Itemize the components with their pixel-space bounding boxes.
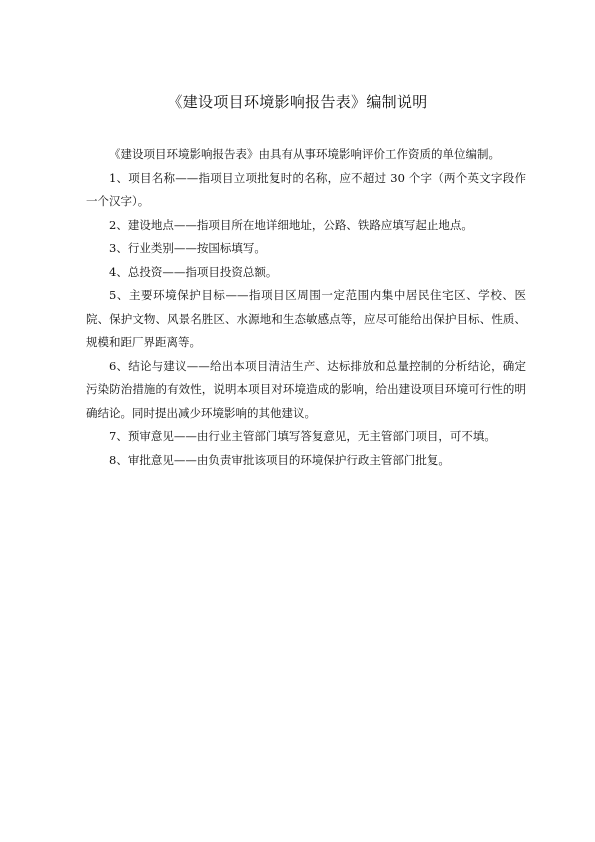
item-protection-targets: 5、主要环境保护目标——指项目区周围一定范围内集中居民住宅区、学校、医院、保护文物、风景名胜区、水源地和生态敏感点等，应尽可能给出保护目标、性质、规模和距厂界距离等。 (86, 288, 526, 349)
intro-paragraph: 《建设项目环境影响报告表》由具有从事环境影响评价工作资质的单位编制。 (109, 147, 500, 161)
item-project-name: 1、项目名称——指项目立项批复时的名称，应不超过 30 个字（两个英文字段作一个汉字）。 (86, 170, 526, 208)
item-construction-site: 2、建设地点——指项目所在地详细地址，公路、铁路应填写起止地点。 (109, 217, 473, 232)
item-conclusions: 6、结论与建议——给出本项目清洁生产、达标排放和总量控制的分析结论，确定污染防治措施的有效性，说明本项目对环境造成的影响，给出建设项目环境可行性的明确结论。同时提出减少环境影响的其他建议。 (86, 358, 526, 420)
document-body (86, 143, 526, 472)
item-industry-category: 3、行业类别——按国标填写。 (109, 241, 266, 255)
item-total-investment: 4、总投资——指项目投资总额。 (109, 264, 278, 279)
document-title: 《建设项目环境影响报告表》编制说明 (167, 93, 428, 111)
item-pre-review-opinion: 7、预审意见——由行业主管部门填写答复意见，无主管部门项目，可不填。 (109, 429, 496, 443)
item-approval-opinion: 8、审批意见——由负责审批该项目的环境保护行政主管部门批复。 (109, 452, 450, 467)
